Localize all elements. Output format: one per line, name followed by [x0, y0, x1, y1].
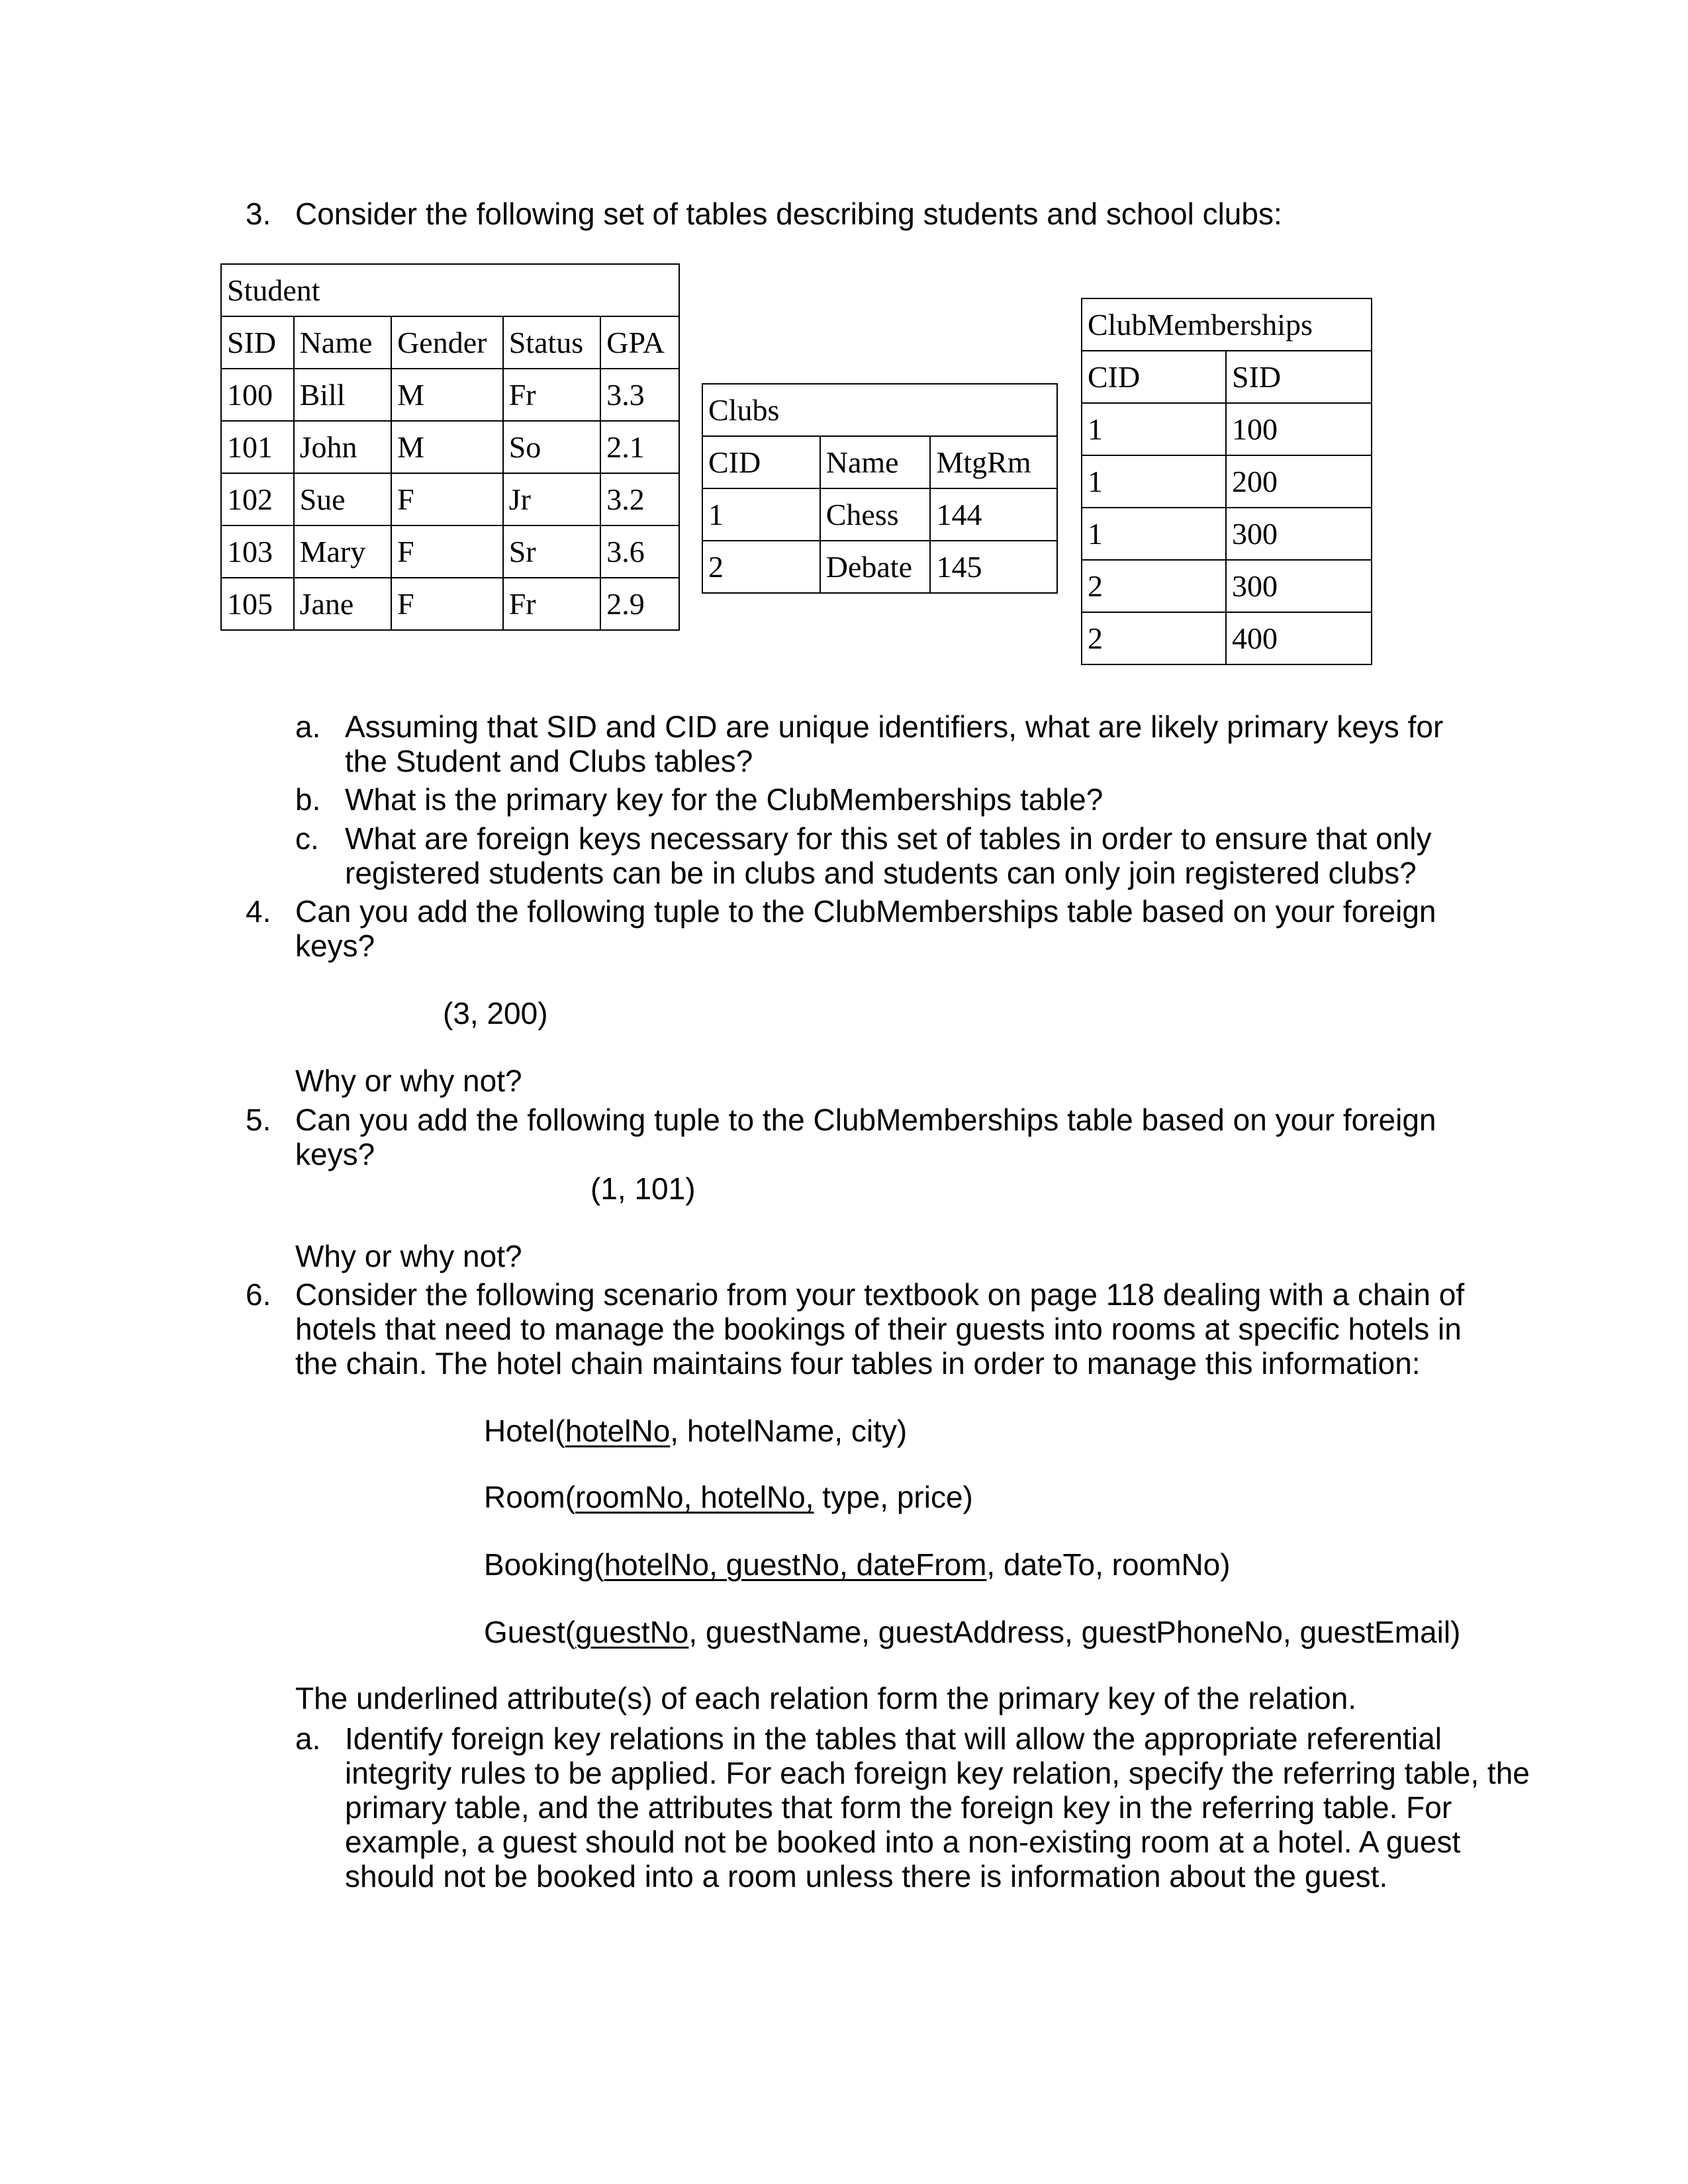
- table-cell: 103: [221, 525, 294, 578]
- table-cell: 2.1: [600, 421, 679, 473]
- question-6-line: Consider the following scenario from your textbook on page 118 dealing with a chain of: [295, 1277, 1465, 1312]
- header-cell: GPA: [600, 316, 679, 369]
- table-cell: 2: [702, 541, 820, 593]
- room-relation: [484, 1480, 973, 1514]
- table-cell: 1: [1082, 455, 1226, 508]
- relation-name: Hotel(: [484, 1414, 565, 1448]
- table-cell: 300: [1226, 508, 1372, 560]
- header-cell: CID: [1082, 351, 1226, 403]
- header-cell: Name: [294, 316, 392, 369]
- table-row: [1082, 455, 1372, 508]
- primary-key: roomNo, hotelNo,: [575, 1480, 814, 1514]
- table-cell: John: [294, 421, 392, 473]
- club-memberships-table-title: ClubMemberships: [1082, 298, 1372, 351]
- table-row: [1082, 560, 1372, 612]
- table-cell: 145: [930, 541, 1057, 593]
- table-cell: Jane: [294, 578, 392, 630]
- table-row: [221, 369, 679, 421]
- table-cell: Chess: [820, 488, 931, 541]
- header-cell: SID: [1226, 351, 1372, 403]
- question-4-line: Can you add the following tuple to the ClubMemberships table based on your foreign: [295, 894, 1436, 929]
- primary-key: guestNo: [575, 1615, 689, 1649]
- relation-attributes: , guestName, guestAddress, guestPhoneNo, guestEmail): [688, 1615, 1461, 1649]
- q3a-line: Assuming that SID and CID are unique identifiers, what are likely primary keys for: [345, 709, 1444, 744]
- q6a-line: Identify foreign key relations in the tables that will allow the appropriate referential: [345, 1721, 1442, 1756]
- question-6-number: 6.: [246, 1277, 271, 1312]
- table-cell: Mary: [294, 525, 392, 578]
- question-5-line: keys?: [295, 1137, 375, 1171]
- table-cell: F: [391, 473, 503, 525]
- q6a-label: a.: [295, 1721, 321, 1756]
- header-cell: SID: [221, 316, 294, 369]
- header-cell: MtgRm: [930, 436, 1057, 488]
- table-cell: 1: [702, 488, 820, 541]
- table-cell: 3.3: [600, 369, 679, 421]
- clubs-table: [702, 383, 1058, 594]
- club-memberships-table-header: [1082, 351, 1372, 403]
- table-cell: 400: [1226, 612, 1372, 664]
- q3a-line: the Student and Clubs tables?: [345, 744, 753, 778]
- q6a-line: example, a guest should not be booked into a non-existing room at a hotel. A guest: [345, 1825, 1461, 1859]
- table-cell: 200: [1226, 455, 1372, 508]
- question-5-line: Can you add the following tuple to the ClubMemberships table based on your foreign: [295, 1103, 1436, 1137]
- table-cell: 100: [221, 369, 294, 421]
- student-table: [220, 263, 680, 631]
- header-cell: Status: [503, 316, 601, 369]
- table-cell: 100: [1226, 403, 1372, 455]
- table-cell: Fr: [503, 369, 601, 421]
- primary-key: hotelNo, guestNo, dateFrom: [604, 1547, 987, 1582]
- table-row: [1082, 612, 1372, 664]
- table-cell: 2: [1082, 612, 1226, 664]
- relation-attributes: , hotelName, city): [670, 1414, 908, 1448]
- question-3-number: 3.: [246, 197, 271, 231]
- table-cell: 300: [1226, 560, 1372, 612]
- table-row: [221, 473, 679, 525]
- q3c-line: registered students can be in clubs and students can only join registered clubs?: [345, 856, 1417, 890]
- header-cell: Name: [820, 436, 931, 488]
- table-cell: Bill: [294, 369, 392, 421]
- question-4-line: keys?: [295, 929, 375, 963]
- hotel-relation: [484, 1414, 907, 1448]
- table-row: [1082, 508, 1372, 560]
- q6a-line: integrity rules to be applied. For each foreign key relation, specify the referring table, the: [345, 1756, 1530, 1790]
- header-cell: Gender: [391, 316, 503, 369]
- table-cell: F: [391, 578, 503, 630]
- clubs-table-title: Clubs: [702, 384, 1057, 436]
- table-cell: 144: [930, 488, 1057, 541]
- table-row: [702, 488, 1057, 541]
- q3b-line: What is the primary key for the ClubMemberships table?: [345, 782, 1103, 817]
- header-cell: CID: [702, 436, 820, 488]
- table-cell: M: [391, 421, 503, 473]
- question-4-why: Why or why not?: [295, 1064, 522, 1098]
- table-cell: 2.9: [600, 578, 679, 630]
- club-memberships-table: [1081, 298, 1372, 665]
- table-cell: 105: [221, 578, 294, 630]
- student-table-title: Student: [221, 264, 679, 316]
- table-cell: Sue: [294, 473, 392, 525]
- question-5-number: 5.: [246, 1103, 271, 1137]
- q3c-label: c.: [295, 821, 319, 856]
- primary-key-note: The underlined attribute(s) of each relation form the primary key of the relation.: [295, 1681, 1357, 1715]
- table-cell: 101: [221, 421, 294, 473]
- question-3-text: Consider the following set of tables describing students and school clubs:: [295, 197, 1282, 231]
- table-row: [702, 541, 1057, 593]
- table-cell: 1: [1082, 508, 1226, 560]
- table-row: [1082, 403, 1372, 455]
- table-cell: 1: [1082, 403, 1226, 455]
- table-cell: 2: [1082, 560, 1226, 612]
- relation-name: Guest(: [484, 1615, 576, 1649]
- table-cell: Fr: [503, 578, 601, 630]
- table-cell: 3.6: [600, 525, 679, 578]
- relation-name: Room(: [484, 1480, 576, 1514]
- relation-name: Booking(: [484, 1547, 604, 1582]
- table-cell: Jr: [503, 473, 601, 525]
- q6a-line: primary table, and the attributes that form the foreign key in the referring table. For: [345, 1790, 1452, 1825]
- table-cell: F: [391, 525, 503, 578]
- table-cell: 102: [221, 473, 294, 525]
- relation-attributes: type, price): [814, 1480, 973, 1514]
- question-6-line: hotels that need to manage the bookings of their guests into rooms at specific hotels in: [295, 1312, 1462, 1346]
- question-4-tuple: (3, 200): [443, 996, 548, 1030]
- question-4-number: 4.: [246, 894, 271, 929]
- question-5-why: Why or why not?: [295, 1239, 522, 1273]
- q6a-line: should not be booked into a room unless there is information about the guest.: [345, 1859, 1388, 1893]
- booking-relation: [484, 1547, 1231, 1582]
- guest-relation: [484, 1615, 1460, 1649]
- relation-attributes: , dateTo, roomNo): [986, 1547, 1231, 1582]
- question-6-line: the chain. The hotel chain maintains four tables in order to manage this information:: [295, 1346, 1421, 1381]
- table-cell: M: [391, 369, 503, 421]
- q3b-label: b.: [295, 782, 321, 817]
- table-row: [221, 578, 679, 630]
- question-5-tuple: (1, 101): [590, 1171, 696, 1206]
- clubs-table-header: [702, 436, 1057, 488]
- primary-key: hotelNo: [565, 1414, 671, 1448]
- student-table-header: [221, 316, 679, 369]
- table-row: [221, 421, 679, 473]
- table-cell: Debate: [820, 541, 931, 593]
- table-cell: 3.2: [600, 473, 679, 525]
- q3a-label: a.: [295, 709, 321, 744]
- q3c-line: What are foreign keys necessary for this set of tables in order to ensure that only: [345, 821, 1432, 856]
- table-cell: Sr: [503, 525, 601, 578]
- table-cell: So: [503, 421, 601, 473]
- table-row: [221, 525, 679, 578]
